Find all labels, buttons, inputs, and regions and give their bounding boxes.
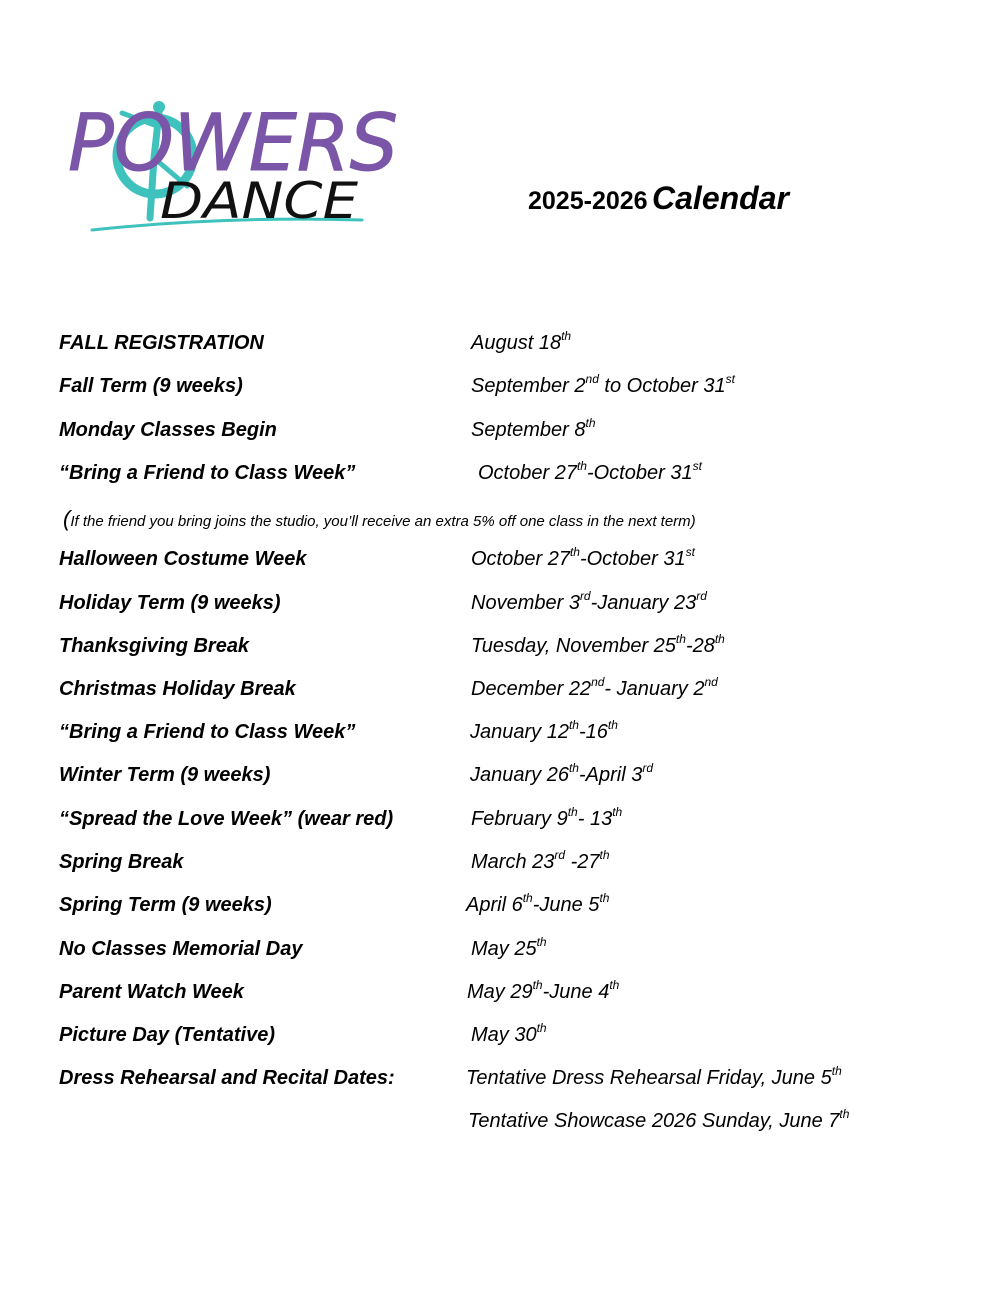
event-date — [471, 805, 623, 831]
date-ordinal-suffix: th — [576, 459, 587, 473]
date-ordinal-suffix: nd — [591, 675, 605, 689]
logo-word-powers: POWERS — [68, 99, 398, 189]
date-ordinal-suffix: th — [568, 718, 579, 732]
event-date — [471, 1021, 547, 1047]
event-date — [468, 1107, 850, 1133]
date-text: May 29 — [467, 981, 533, 1003]
calendar-row — [0, 372, 998, 405]
date-ordinal-suffix: st — [725, 372, 735, 386]
calendar-row — [0, 459, 998, 492]
calendar-row — [0, 1021, 998, 1054]
event-date — [471, 848, 610, 874]
date-text: September 2 — [471, 375, 586, 397]
event-name: Christmas Holiday Break — [59, 678, 296, 700]
date-text: February 9 — [471, 808, 568, 830]
date-ordinal-suffix: th — [675, 632, 686, 646]
date-ordinal-suffix: st — [685, 545, 695, 559]
event-date — [466, 891, 610, 917]
event-name: No Classes Memorial Day — [59, 938, 303, 960]
date-text: -October 31 — [586, 462, 693, 484]
calendar-row — [0, 718, 998, 751]
date-ordinal-suffix: st — [692, 459, 702, 473]
note-paren: ( — [63, 506, 71, 531]
date-text: -June 5 — [532, 894, 600, 916]
calendar-row — [0, 761, 998, 794]
event-name: Parent Watch Week — [59, 981, 244, 1003]
event-name: “Bring a Friend to Class Week” — [59, 721, 356, 743]
event-date — [466, 1064, 842, 1090]
calendar-row — [0, 329, 998, 362]
event-name: Spring Term (9 weeks) — [59, 894, 272, 916]
event-name: Picture Day (Tentative) — [59, 1024, 275, 1046]
date-text: Tentative Dress Rehearsal Friday, June 5 — [466, 1067, 832, 1089]
date-ordinal-suffix: th — [714, 632, 725, 646]
event-date — [471, 632, 725, 658]
event-date — [471, 545, 695, 571]
date-ordinal-suffix: th — [585, 416, 596, 430]
date-text: April 6 — [466, 894, 523, 916]
date-text: August 18 — [471, 332, 562, 354]
calendar-row — [0, 632, 998, 665]
event-name: Fall Term (9 weeks) — [59, 375, 243, 397]
calendar-row — [0, 935, 998, 968]
date-text: to October 31 — [598, 375, 726, 397]
calendar-row — [0, 891, 998, 924]
event-name: Dress Rehearsal and Recital Dates: — [59, 1067, 395, 1089]
event-date — [471, 329, 572, 355]
date-text: -April 3 — [578, 764, 643, 786]
date-ordinal-suffix: th — [522, 891, 533, 905]
date-text: Tuesday, November 25 — [471, 635, 676, 657]
page-title — [528, 180, 789, 217]
calendar-row — [0, 805, 998, 838]
date-text: October 27 — [478, 462, 577, 484]
date-text: -January 23 — [590, 592, 697, 614]
date-ordinal-suffix: th — [569, 545, 580, 559]
date-ordinal-suffix: th — [839, 1107, 850, 1121]
event-date — [467, 978, 620, 1004]
date-text: May 25 — [471, 938, 537, 960]
date-ordinal-suffix: rd — [554, 848, 566, 862]
event-date — [471, 675, 718, 701]
date-ordinal-suffix: th — [831, 1064, 842, 1078]
date-text: May 30 — [471, 1024, 537, 1046]
date-ordinal-suffix: nd — [585, 372, 599, 386]
date-text: -October 31 — [579, 548, 686, 570]
date-text: September 8 — [471, 419, 586, 441]
date-ordinal-suffix: rd — [696, 589, 707, 603]
event-date — [471, 589, 707, 615]
calendar-row — [0, 675, 998, 708]
date-ordinal-suffix: th — [612, 805, 623, 819]
calendar-row — [0, 1064, 998, 1097]
date-text: - 13 — [577, 808, 613, 830]
date-ordinal-suffix: th — [599, 891, 610, 905]
event-date — [471, 416, 596, 442]
note-text: If the friend you bring joins the studio, you’ll receive an extra 5% off one class in the next term) — [70, 513, 696, 530]
date-text: -27 — [565, 851, 600, 873]
event-name: “Bring a Friend to Class Week” — [59, 462, 356, 484]
date-ordinal-suffix: th — [599, 848, 610, 862]
date-ordinal-suffix: th — [532, 978, 543, 992]
date-ordinal-suffix: th — [536, 1021, 547, 1035]
title-word: Calendar — [652, 180, 789, 216]
event-name: Monday Classes Begin — [59, 419, 277, 441]
calendar-row — [0, 589, 998, 622]
event-date — [471, 372, 735, 398]
event-name: Spring Break — [59, 851, 184, 873]
date-text: October 27 — [471, 548, 570, 570]
date-ordinal-suffix: rd — [642, 761, 654, 775]
calendar-row — [0, 1107, 998, 1140]
calendar-row — [0, 978, 998, 1011]
event-name: FALL REGISTRATION — [59, 332, 264, 354]
calendar-row — [0, 416, 998, 449]
date-text: -28 — [685, 635, 715, 657]
date-text: March 23 — [471, 851, 555, 873]
powers-dance-logo — [62, 78, 422, 248]
date-ordinal-suffix: th — [607, 718, 618, 732]
calendar-row — [0, 545, 998, 578]
date-text: -16 — [578, 721, 608, 743]
event-name: “Spread the Love Week” (wear red) — [59, 808, 394, 830]
event-date — [470, 761, 654, 787]
date-text: November 3 — [471, 592, 580, 614]
date-ordinal-suffix: th — [536, 935, 547, 949]
date-text: -June 4 — [542, 981, 610, 1003]
logo-word-dance: DANCE — [160, 172, 359, 230]
event-name: Halloween Costume Week — [59, 548, 307, 570]
date-text: December 22 — [471, 678, 592, 700]
friend-discount-note — [63, 506, 696, 532]
event-date — [478, 459, 702, 485]
date-text: January 12 — [470, 721, 569, 743]
event-name: Holiday Term (9 weeks) — [59, 592, 281, 614]
event-name: Winter Term (9 weeks) — [59, 764, 271, 786]
date-ordinal-suffix: th — [568, 761, 579, 775]
date-ordinal-suffix: rd — [579, 589, 591, 603]
date-ordinal-suffix: th — [567, 805, 578, 819]
date-ordinal-suffix: nd — [704, 675, 718, 689]
date-text: Tentative Showcase 2026 Sunday, June 7 — [468, 1110, 840, 1132]
date-ordinal-suffix: th — [561, 329, 572, 343]
date-text: - January 2 — [604, 678, 705, 700]
date-text: January 26 — [470, 764, 569, 786]
calendar-row — [0, 848, 998, 881]
event-name: Thanksgiving Break — [59, 635, 250, 657]
title-year: 2025-2026 — [528, 187, 648, 215]
date-ordinal-suffix: th — [609, 978, 620, 992]
event-date — [470, 718, 618, 744]
event-date — [471, 935, 547, 961]
